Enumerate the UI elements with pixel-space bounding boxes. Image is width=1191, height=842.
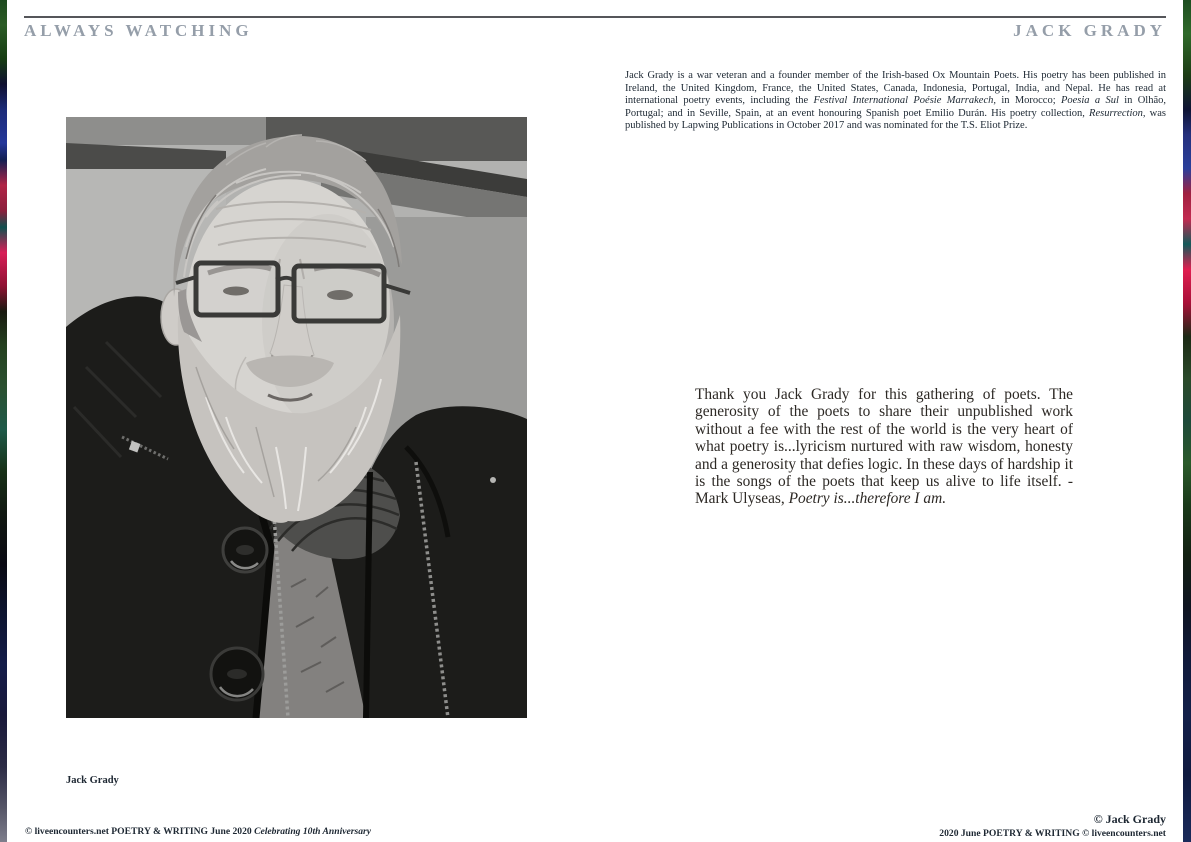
page-title: ALWAYS WATCHING (24, 21, 253, 40)
editor-quote: Thank you Jack Grady for this gathering of poets. The generosity of the poets to share their unpublished work without a fee with the rest of the world is the very heart of what poetry is...lyricism nurtured with raw wisdom, honesty and a generosity that defies logic. In these days of hardship it is the songs of the poets that keep us alive to life itself. - Mark Ulyseas, Poetry is...therefore I am. (695, 386, 1073, 508)
jack-grady-photo (66, 117, 527, 718)
left-photo-strip (0, 0, 7, 842)
footer-left: © liveencounters.net POETRY & WRITING June 2020 Celebrating 10th Anniversary (25, 826, 372, 837)
author-bio: Jack Grady is a war veteran and a founder member of the Irish-based Ox Mountain Poets. His poetry has been published in Ireland, the United Kingdom, France, the United States, Canada, Indonesia, Portugal, India, and Nepal. He has read at international poetry events, including the Festival International Poésie Marrakech, in Morocco; Poesia a Sul in Olhão, Portugal; and in Seville, Spain, at an event honouring Spanish poet Emilio Durán. His poetry collection, Resurrection, was published by Lapwing Publications in October 2017 and was nominated for the T.S. Eliot Prize. (625, 70, 1167, 132)
right-photo-strip (1183, 0, 1191, 842)
author-title: JACK GRADY (1013, 21, 1166, 40)
photo-credit: © Jack Grady (1093, 812, 1166, 826)
photo-caption: Jack Grady (66, 775, 119, 786)
header-rule (24, 16, 1166, 18)
footer-right (939, 812, 1166, 839)
footer-right-line: 2020 June POETRY & WRITING © liveencounters.net (939, 828, 1166, 839)
glasses (176, 263, 410, 321)
portrait-photo (66, 117, 527, 718)
